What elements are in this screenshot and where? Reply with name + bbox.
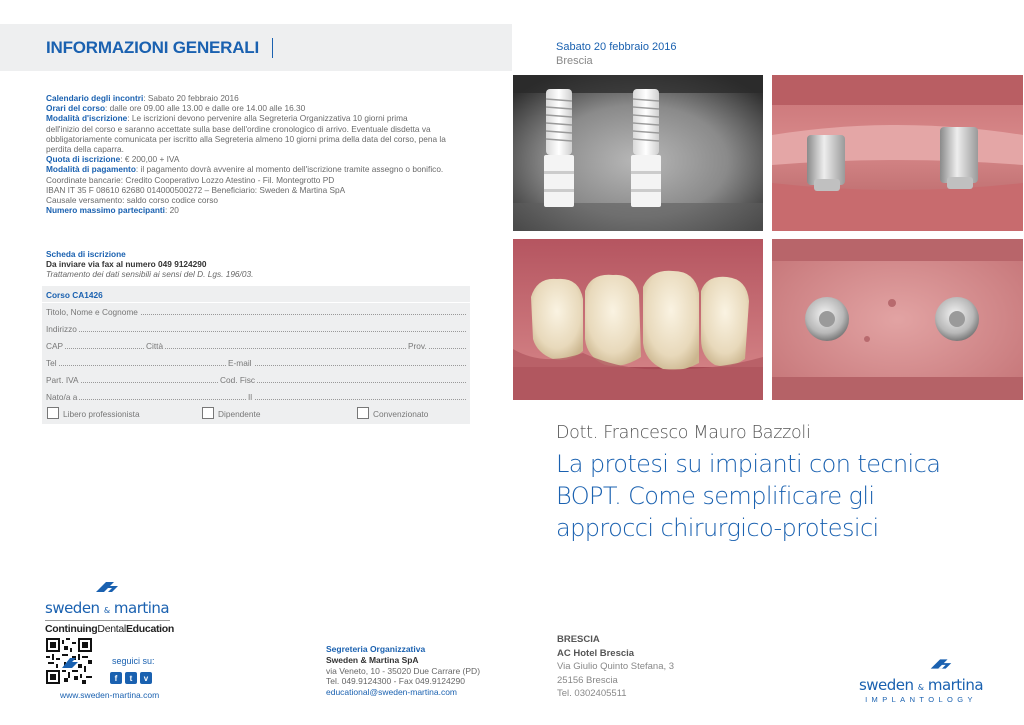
checkbox-dipendente-label: Dipendente: [218, 409, 261, 419]
checkbox-libero[interactable]: [47, 407, 59, 419]
vimeo-icon[interactable]: v: [140, 672, 152, 684]
orari-value: : dalle ore 09.00 alle 13.00 e dalle ore 14.00 alle 16.30: [105, 103, 306, 114]
logo-brand-b: martina: [927, 676, 984, 694]
coordinate-bancarie: Coordinate bancarie: Credito Cooperativo Lozzo Atestino - Fil. Montegrotto PD: [46, 174, 335, 185]
section-title: INFORMAZIONI GENERALI: [46, 38, 260, 57]
field-prov-label: Prov.: [408, 341, 427, 351]
quota-value: : € 200,00 + IVA: [120, 154, 180, 165]
logo-cde-a: Continuing: [45, 623, 98, 635]
scheda-fax: Da inviare via fax al numero 049 9124290: [46, 259, 207, 270]
segreteria-title: Segreteria Organizzativa: [326, 644, 426, 654]
checkbox-convenzionato-label: Convenzionato: [373, 409, 429, 419]
field-indirizzo[interactable]: [46, 324, 466, 334]
general-info: [46, 93, 476, 215]
field-email-label: E-mail: [228, 358, 252, 368]
twitter-icon[interactable]: t: [125, 672, 137, 684]
segreteria-block: [326, 644, 480, 698]
field-nome-label: Titolo, Nome e Cognome: [46, 307, 138, 317]
logo-mark-icon: [927, 657, 955, 671]
calendario-value: : Sabato 20 febbraio 2016: [143, 93, 239, 103]
venue-street: Via Giulio Quinto Stefana, 3: [557, 661, 675, 672]
field-nato-label: Nato/a a: [46, 392, 78, 402]
logo-brand-b: martina: [113, 599, 170, 617]
sweden-martina-cde-logo: [45, 580, 175, 635]
segreteria-address: via Veneto, 10 - 35020 Due Carrare (PD): [326, 665, 481, 676]
logo-cde-b: Dental: [97, 623, 126, 635]
course-title-line-1: La protesi su impianti con tecnica: [556, 450, 941, 478]
scheda-title: Scheda di iscrizione: [46, 249, 126, 259]
course-title-line-3: approcci chirurgico-protesici: [556, 514, 879, 542]
modalita-value-2: dell'inizio del corso e saranno accettate sulla base dell'ordine cronologico di arrivo. Eventuale disdetta va: [46, 123, 431, 134]
event-date: Sabato 20 febbraio 2016: [556, 41, 677, 53]
field-il-label: Il: [248, 392, 253, 402]
segreteria-email[interactable]: educational@sweden-martina.com: [326, 687, 457, 698]
xray-implants-image: [513, 75, 763, 231]
facebook-icon[interactable]: f: [110, 672, 122, 684]
sweden-martina-implantology-logo: [856, 657, 986, 704]
form-divider: [42, 302, 470, 303]
field-cap-label: CAP: [46, 341, 64, 351]
logo-amp: &: [103, 606, 110, 615]
field-tel-label: Tel: [46, 358, 57, 368]
venue-hotel: AC Hotel Brescia: [557, 647, 635, 659]
calendario-label: Calendario degli incontri: [46, 93, 144, 103]
abutments-gum-image: [772, 75, 1023, 231]
segreteria-company: Sweden & Martina SpA: [326, 654, 419, 665]
course-title-line-2: BOPT. Come semplificare gli: [556, 482, 875, 510]
venue-city: BRESCIA: [557, 634, 600, 645]
venue-zip: 25156 Brescia: [557, 674, 618, 686]
field-nome[interactable]: [46, 307, 466, 317]
course-code: Corso CA1426: [46, 290, 103, 300]
field-piva-cf[interactable]: [46, 375, 466, 385]
modalita-label: Modalità d'iscrizione: [46, 113, 128, 124]
causale: Causale versamento: saldo corso codice corso: [46, 195, 219, 206]
event-city: Brescia: [556, 55, 593, 67]
field-tel-email[interactable]: [46, 358, 466, 368]
pagamento-label: Modalità di pagamento: [46, 164, 136, 175]
modalita-value-4: perdita della caparra.: [46, 144, 124, 155]
segreteria-phone: Tel. 049.9124300 - Fax 049.9124290: [326, 676, 465, 687]
field-citta-label: Città: [146, 341, 164, 351]
numero-label: Numero massimo partecipanti: [46, 205, 165, 216]
field-cf-label: Cod. Fisc: [220, 375, 256, 385]
field-cap-citta-prov[interactable]: [46, 341, 466, 351]
registration-form: [42, 286, 470, 424]
scheda-privacy: Trattamento dei dati sensibili ai sensi del D. Lgs. 196/03.: [46, 269, 254, 280]
logo-mark-icon: [92, 580, 122, 594]
logo-brand-a: sweden: [45, 599, 100, 617]
quota-label: Quota di iscrizione: [46, 154, 121, 165]
field-nato-il[interactable]: [46, 392, 466, 402]
logo-implantology: IMPLANTOLOGY: [865, 695, 977, 704]
author-name: Dott. Francesco Mauro Bazzoli: [556, 423, 811, 443]
qr-code-icon[interactable]: [46, 638, 92, 684]
title-divider: [272, 38, 273, 58]
course-title: [556, 448, 1006, 544]
date-block: [556, 40, 677, 68]
logo-amp: &: [917, 683, 924, 692]
numero-value: : 20: [164, 205, 179, 216]
checkbox-dipendente[interactable]: [202, 407, 214, 419]
modalita-value-3: obbligatoriamente comunicata per iscritto alla Segreteria almeno 10 giorni prima della data del corso, pena la: [46, 133, 446, 144]
website-link[interactable]: www.sweden-martina.com: [60, 690, 160, 700]
logo-cde-c: Education: [125, 623, 175, 635]
orari-label: Orari del corso: [46, 103, 106, 114]
checkbox-libero-label: Libero professionista: [63, 409, 140, 419]
checkbox-convenzionato[interactable]: [357, 407, 369, 419]
pagamento-value: : il pagamento dovrà avvenire al momento dell'iscrizione tramite assegno o bonifico.: [135, 164, 444, 175]
field-indirizzo-label: Indirizzo: [46, 324, 77, 334]
social-links: [110, 672, 152, 684]
scheda-iscrizione: [46, 249, 476, 280]
modalita-value-1: : Le iscrizioni devono pervenire alla Segreteria Organizzativa 10 giorni prima: [127, 113, 408, 124]
venue-block: [557, 633, 674, 701]
healing-abutments-image: [772, 239, 1023, 400]
venue-tel: Tel. 0302405511: [557, 688, 627, 699]
seguici-label: seguici su:: [112, 656, 155, 666]
crowns-image: [513, 239, 763, 400]
field-piva-label: Part. IVA: [46, 375, 79, 385]
logo-brand-a: sweden: [858, 676, 914, 694]
iban: IBAN IT 35 F 08610 62680 014000500272 – Beneficiario: Sweden & Martina SpA: [46, 184, 346, 195]
